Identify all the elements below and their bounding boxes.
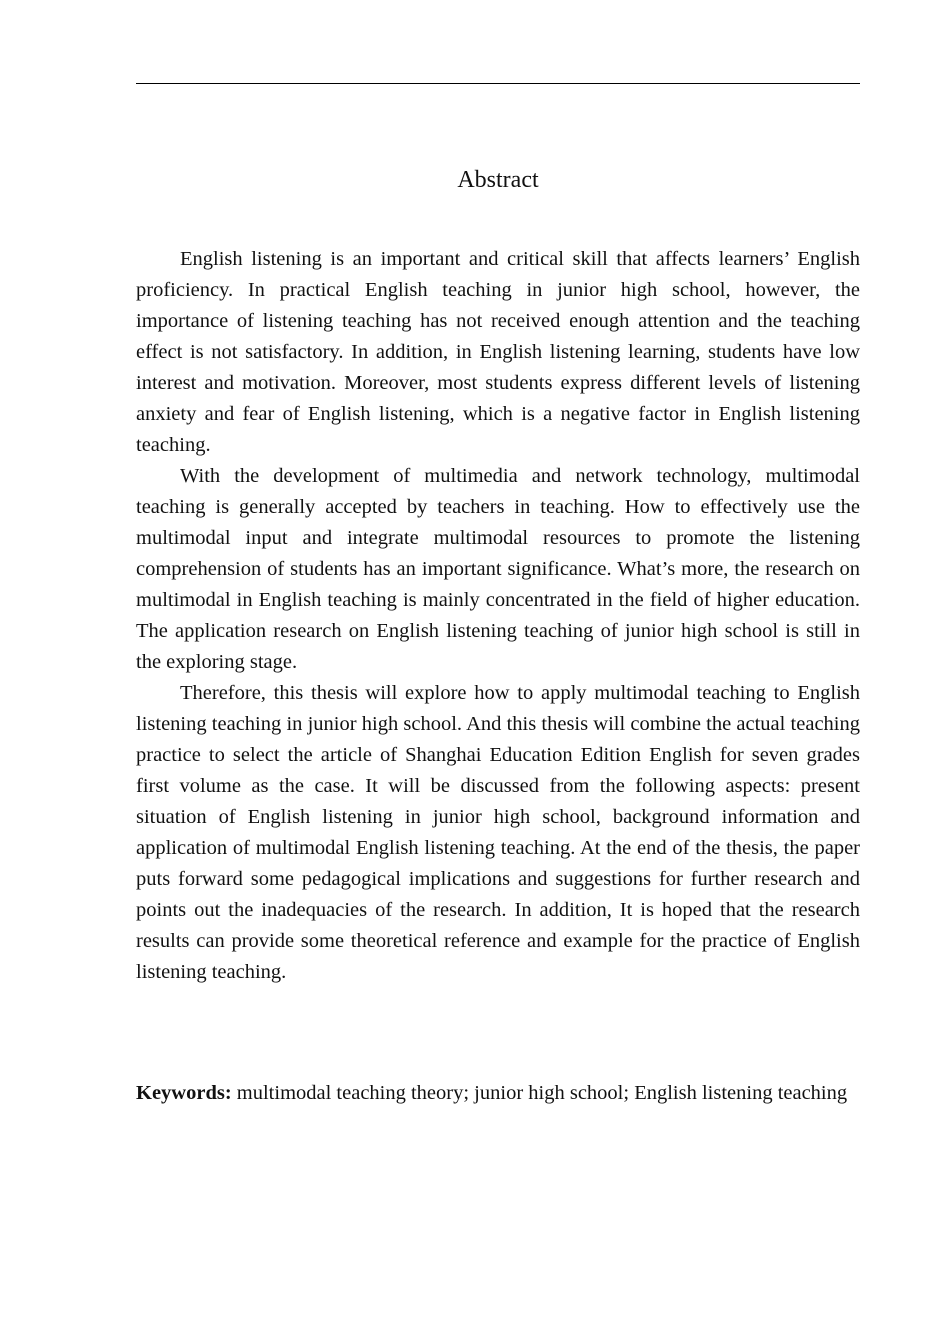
abstract-paragraph-2: With the development of multimedia and network technology, multimodal teaching is generally accepted by teachers in teaching. How to effectively use the multimodal input and integrate multimodal resources to promote the listening comprehension of students has an important significance. What’s more, the research on multimodal in English teaching is mainly concentrated in the field of higher education. The application research on English listening teaching of junior high school is still in the exploring stage. — [136, 465, 860, 673]
abstract-body — [136, 244, 860, 988]
keywords-line — [136, 1078, 860, 1109]
keywords-label: Keywords: — [136, 1082, 232, 1104]
abstract-paragraph-1: English listening is an important and critical skill that affects learners’ English proficiency. In practical English teaching in junior high school, however, the importance of listening teaching has not received enough attention and the teaching effect is not satisfactory. In addition, in English listening learning, students have low interest and motivation. Moreover, most students express different levels of listening anxiety and fear of English listening, which is a negative factor in English listening teaching. — [136, 248, 860, 456]
abstract-title: Abstract — [457, 167, 539, 193]
header-rule — [136, 83, 860, 84]
abstract-paragraph-3: Therefore, this thesis will explore how to apply multimodal teaching to English listening teaching in junior high school. And this thesis will combine the actual teaching practice to select the article of Shanghai Education Edition English for seven grades first volume as the case. It will be discussed from the following aspects: present situation of English listening in junior high school, background information and application of multimodal English listening teaching. At the end of the thesis, the paper puts forward some pedagogical implications and suggestions for further research and points out the inadequacies of the research. In addition, It is hoped that the research results can provide some theoretical reference and example for the practice of English listening teaching. — [136, 682, 860, 983]
keywords-text: multimodal teaching theory; junior high school; English listening teaching — [236, 1082, 848, 1104]
